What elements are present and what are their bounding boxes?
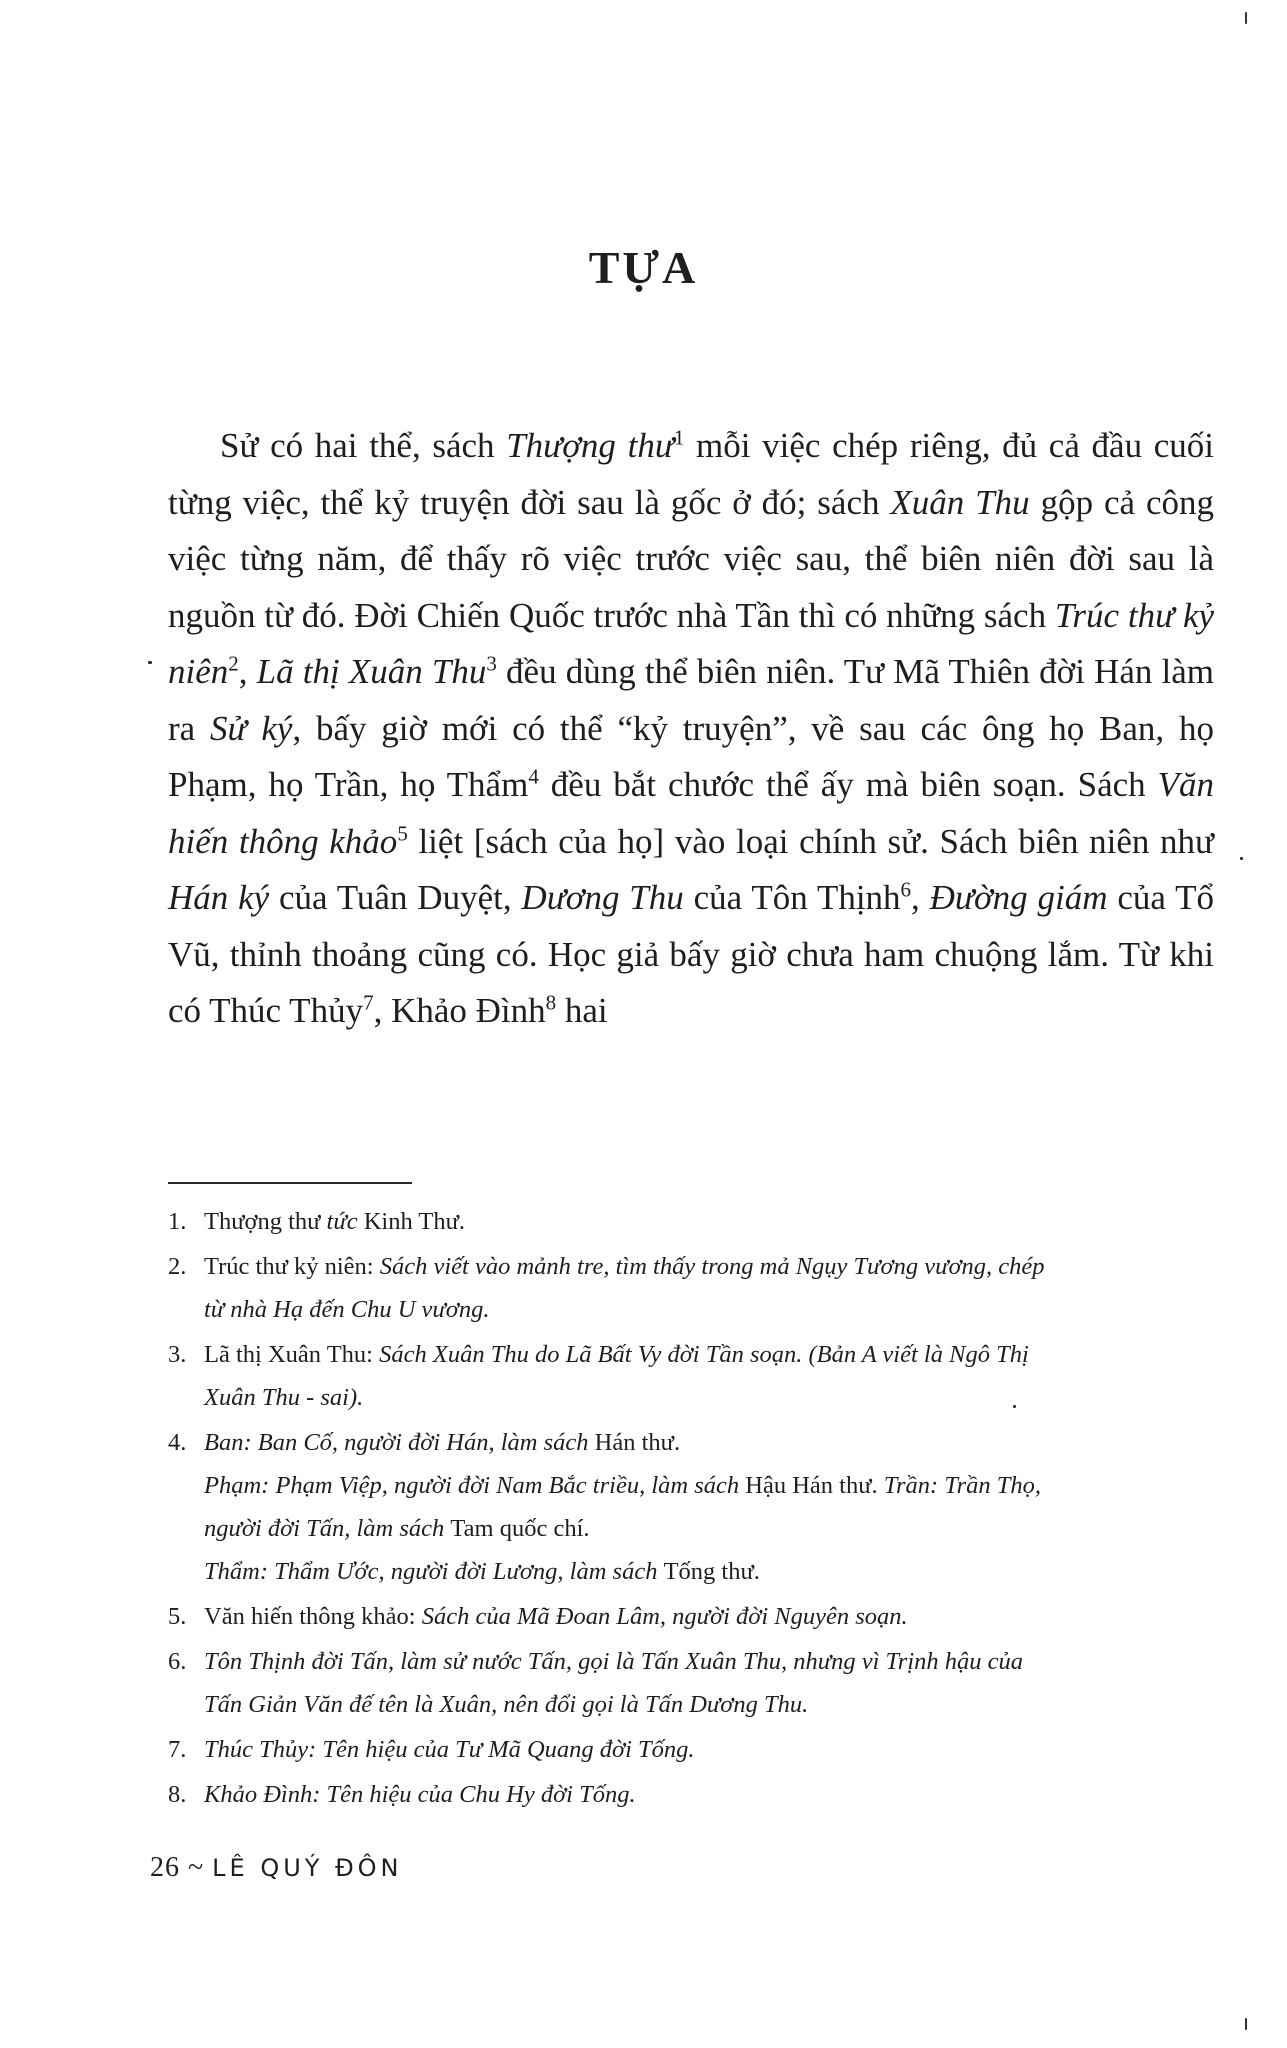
text-run: liệt [sách của họ] vào loại chính sử. Sách biên niên như [407, 821, 1214, 861]
italic-text: Khảo Đình: Tên hiệu của Chu Hy đời Tống. [204, 1781, 636, 1808]
text-run: của Tôn Thịnh [683, 878, 901, 917]
footnote-line [204, 1200, 1214, 1243]
italic-text: Đường giám [929, 878, 1108, 917]
footnote-number: 6. [168, 1648, 187, 1675]
footnote-number: 4. [168, 1429, 187, 1456]
italic-text: Sách Xuân Thu do Lã Bất Vy đời Tần soạn. (Bản A viết là Ngô Thị [379, 1341, 1029, 1368]
footnote-divider [168, 1182, 412, 1184]
footnote-number: 8. [168, 1781, 187, 1808]
italic-text: Thúc Thủy: Tên hiệu của Tư Mã Quang đời Tống. [204, 1736, 695, 1763]
italic-text: Xuân Thu [890, 482, 1030, 522]
italic-text: Văn hiến thông khảo [168, 765, 1215, 861]
footnote-line [204, 1773, 1214, 1816]
footnote [168, 1728, 1214, 1771]
italic-text: Thượng thư [506, 426, 674, 465]
italic-text: Tấn Giản Văn đế tên là Xuân, nên đổi gọi là Tấn Dương Thu. [204, 1691, 809, 1718]
italic-text: Ban: Ban Cố, người đời Hán, làm sách [204, 1429, 595, 1456]
footnote-ref: 6 [900, 877, 912, 902]
text-run: đều bắt chước thể ấy mà biên soạn. Sách [538, 765, 1158, 804]
footnote-ref: 2 [228, 651, 239, 676]
italic-text: Hán ký [168, 878, 270, 917]
text-run: hai [556, 991, 608, 1030]
page-number: 26 [150, 1852, 180, 1883]
footnote [168, 1773, 1214, 1816]
footnote-line [204, 1376, 1214, 1419]
footnote-line [204, 1640, 1214, 1683]
footnote-number: 3. [168, 1341, 187, 1368]
italic-text: từ nhà Hạ đến Chu U vương. [204, 1296, 490, 1323]
italic-text: Sử ký [209, 708, 293, 748]
footnote-line [204, 1728, 1214, 1771]
footnote [168, 1245, 1214, 1331]
text-run: của Tổ Vũ, thỉnh thoảng cũng có. Học giả bấy giờ chưa ham chuộng lắm. Từ khi có Thúc Thủy [168, 878, 1214, 1030]
footnote [168, 1640, 1214, 1726]
italic-text: Trần: Trần Thọ, [883, 1472, 1042, 1499]
footnote-line [204, 1245, 1214, 1288]
footnote-line [204, 1595, 1214, 1638]
footnote-number: 7. [168, 1736, 187, 1763]
footnote [168, 1200, 1214, 1243]
italic-text: Tôn Thịnh đời Tấn, làm sử nước Tấn, gọi là Tấn Xuân Thu, nhưng vì Trịnh hậu của [204, 1648, 1024, 1675]
text-run: Kinh Thư. [357, 1208, 466, 1235]
italic-text: Lã thị Xuân Thu [256, 652, 487, 691]
text-run: mỗi việc chép riêng, đủ cả đầu cuối từng việc, thể kỷ truyện đời sau là gốc ở đó; sách [168, 426, 1214, 522]
footnote-ref: 1 [673, 425, 685, 450]
footnote [168, 1595, 1214, 1638]
footnote-line [204, 1464, 1214, 1507]
footnote-line [204, 1421, 1214, 1464]
footnotes-list [168, 1200, 1214, 1818]
text-run: Trúc thư kỷ niên: [204, 1253, 380, 1280]
footnote-ref: 8 [545, 990, 557, 1015]
footnote [168, 1333, 1214, 1419]
footnote-ref: 3 [486, 651, 497, 676]
italic-text: Trúc thư kỷ niên [168, 595, 1215, 691]
italic-text: Dương Thu [521, 878, 684, 917]
book-author: LÊ QUÝ ĐÔN [212, 1854, 403, 1882]
scan-mark [1240, 857, 1243, 860]
scan-mark [1245, 2018, 1247, 2030]
footnote-line [204, 1507, 1214, 1550]
footnote-ref: 4 [528, 764, 539, 789]
italic-text: Xuân Thu - sai). [204, 1384, 364, 1411]
footnote-ref: 5 [397, 820, 408, 845]
footnote-line [204, 1288, 1214, 1331]
text-run: Hán thư. [594, 1429, 681, 1456]
footnote-number: 2. [168, 1253, 187, 1280]
scan-mark [1013, 1405, 1016, 1408]
text-run: Tam quốc chí. [450, 1515, 590, 1542]
text-run: , [238, 652, 257, 691]
body-paragraph [168, 418, 1214, 1040]
italic-text: Sách của Mã Đoan Lâm, người đời Nguyên soạn. [421, 1603, 908, 1630]
text-run: Văn hiến thông khảo: [204, 1603, 422, 1630]
italic-text: Phạm: Phạm Việp, người đời Nam Bắc triều, làm sách [204, 1472, 746, 1499]
text-run: Sử có hai thể, sách [220, 426, 507, 465]
text-run: của Tuân Duyệt, [269, 878, 522, 917]
text-run: đều dùng thể biên niên. Tư Mã Thiên đời Hán làm ra [168, 652, 1215, 748]
italic-text: Thẩm: Thẩm Ước, người đời Lương, làm sách [204, 1558, 664, 1585]
text-run: gộp cả công việc từng năm, để thấy rõ việc trước việc sau, thể biên niên đời sau là nguồn từ đó. Đời Chiến Quốc trước nhà Tần thì có những sách [168, 482, 1214, 635]
italic-text: người đời Tấn, làm sách [204, 1515, 451, 1542]
footnote-number: 1. [168, 1208, 187, 1235]
footnote-number: 5. [168, 1603, 187, 1630]
footnote-line [204, 1550, 1214, 1593]
text-run: , [911, 878, 930, 917]
footnote-line [204, 1683, 1214, 1726]
scan-mark [1245, 12, 1247, 24]
text-run: Thượng thư [204, 1208, 327, 1235]
italic-text: Sách viết vào mảnh tre, tìm thấy trong mả Ngụy Tương vương, chép [379, 1253, 1045, 1280]
text-run: , Khảo Đình [373, 991, 546, 1030]
footnote [168, 1421, 1214, 1593]
text-run: , bấy giờ mới có thể “kỷ truyện”, về sau các ông họ Ban, họ Phạm, họ Trần, họ Thẩm [168, 708, 1214, 804]
text-run: Tống thư. [663, 1558, 760, 1585]
chapter-title: TỰA [588, 241, 699, 293]
text-run: Lã thị Xuân Thu: [204, 1341, 380, 1368]
footnote-ref: 7 [363, 990, 374, 1015]
page-footer [150, 1852, 403, 1884]
scan-mark [148, 661, 152, 664]
text-run: Hậu Hán thư. [745, 1472, 884, 1499]
footnote-line [204, 1333, 1214, 1376]
footer-separator: ~ [188, 1852, 205, 1883]
italic-text: tức [326, 1208, 358, 1235]
